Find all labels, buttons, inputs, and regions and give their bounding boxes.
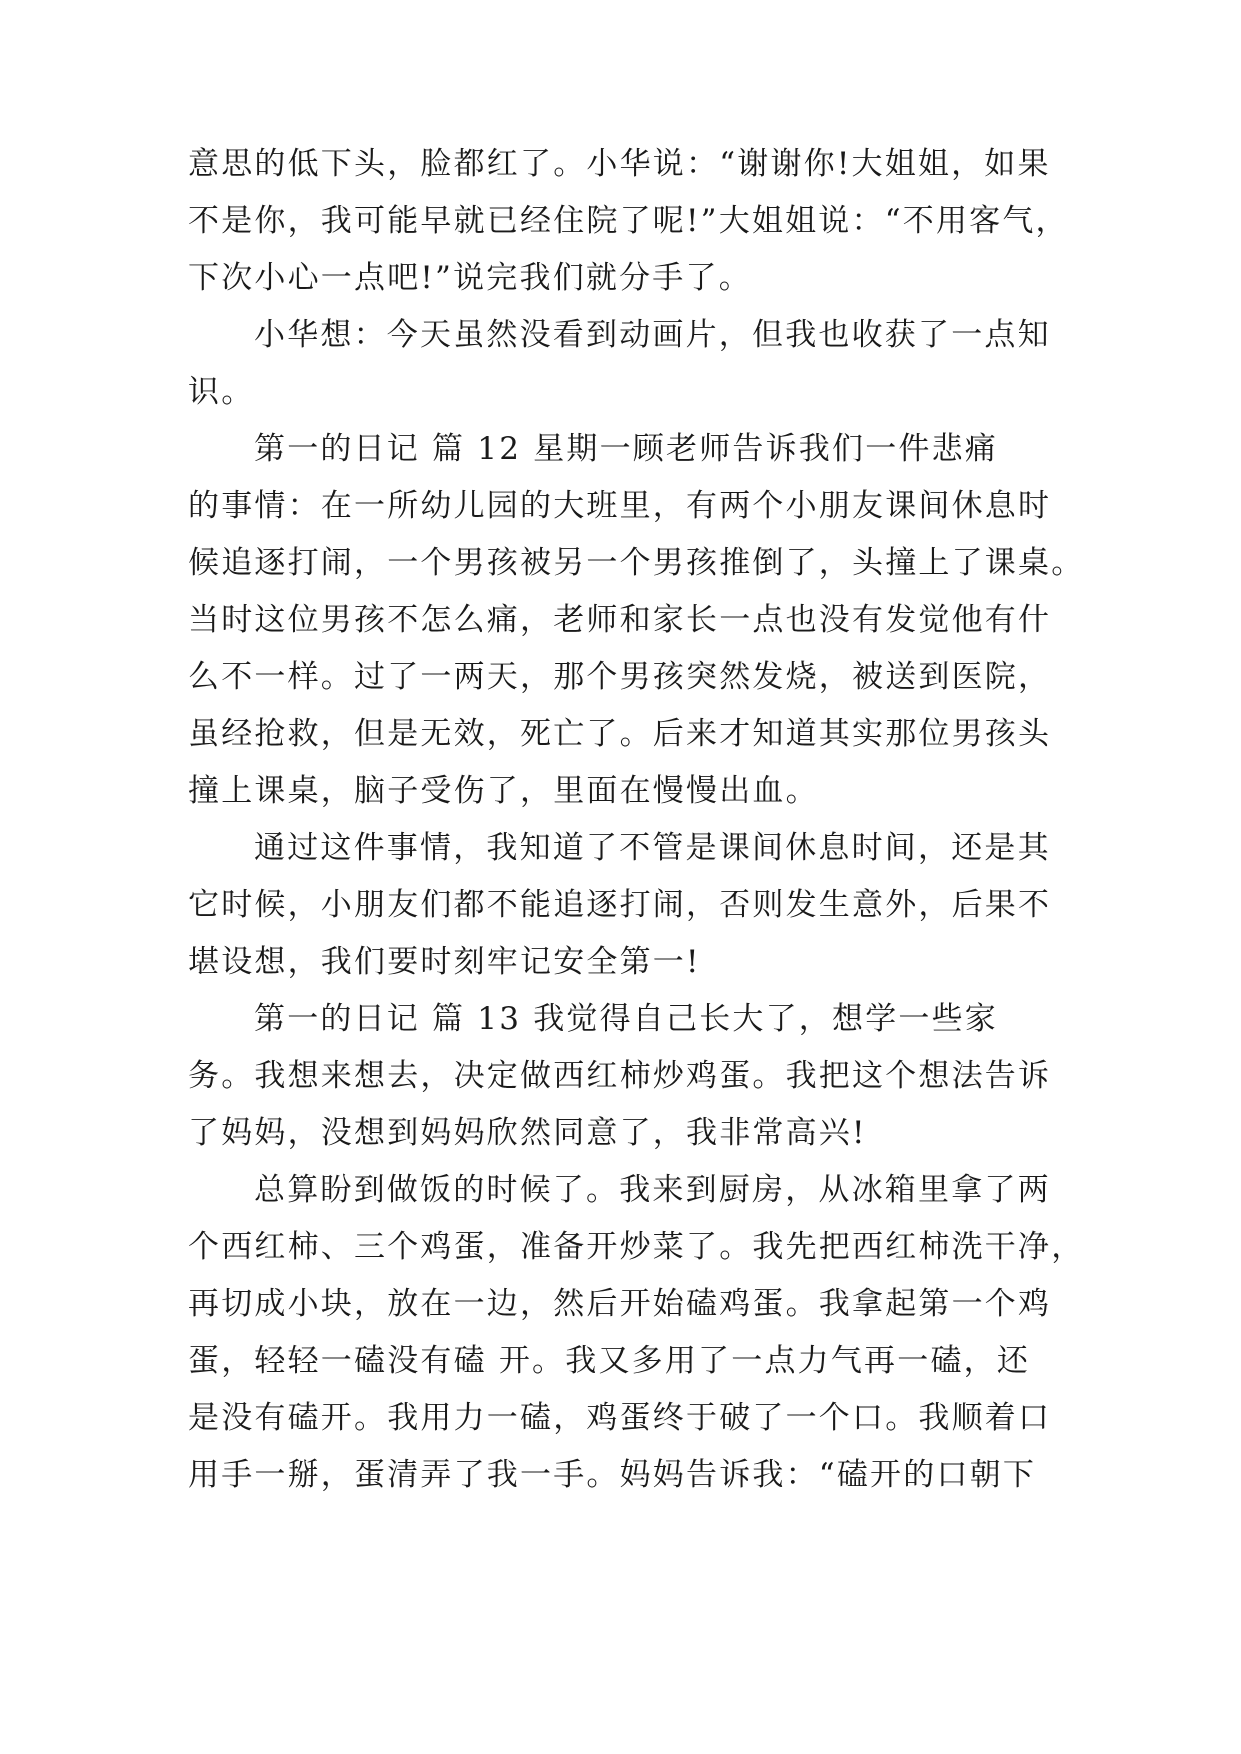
- text-line: 小华想：今天虽然没看到动画片，但我也收获了一点知: [254, 317, 1051, 353]
- text-line: 总算盼到做饭的时候了。我来到厨房，从冰箱里拿了两: [254, 1172, 1051, 1208]
- text-line: 虽经抢救，但是无效，死亡了。后来才知道其实那位男孩头: [188, 716, 1052, 752]
- paragraph: [188, 1162, 1085, 1504]
- text-line: 下次小心一点吧!”说完我们就分手了。: [188, 260, 752, 296]
- text-line: 再切成小块，放在一边，然后开始磕鸡蛋。我拿起第一个鸡: [188, 1286, 1052, 1322]
- paragraph: [188, 820, 1068, 991]
- text-line: 候追逐打闹，一个男孩被另一个男孩推倒了，头撞上了课桌。: [188, 545, 1085, 581]
- text-line: 了妈妈，没想到妈妈欣然同意了，我非常高兴!: [188, 1115, 867, 1151]
- text-line: 撞上课桌，脑子受伤了，里面在慢慢出血。: [188, 773, 819, 809]
- text-line: 识。: [188, 374, 255, 410]
- text-line: 务。我想来想去，决定做西红柿炒鸡蛋。我把这个想法告诉: [188, 1058, 1052, 1094]
- text-line: 通过这件事情，我知道了不管是课间休息时间，还是其: [254, 830, 1051, 866]
- text-line: 堪设想，我们要时刻牢记安全第一!: [188, 944, 701, 980]
- paragraph: [188, 421, 1085, 820]
- text-line: 不是你，我可能早就已经住院了呢!”大姐姐说：“不用客气，: [188, 203, 1069, 239]
- text-line: 么不一样。过了一两天，那个男孩突然发烧，被送到医院，: [188, 659, 1052, 695]
- text-line: 用手一掰，蛋清弄了我一手。妈妈告诉我：“磕开的口朝下: [188, 1457, 1037, 1493]
- paragraph: [188, 136, 1068, 307]
- paragraph: [188, 307, 1068, 421]
- paragraph: [188, 991, 1068, 1162]
- text-line: 第一的日记 篇 12 星期一顾老师告诉我们一件悲痛: [254, 431, 999, 467]
- text-line: 是没有磕开。我用力一磕，鸡蛋终于破了一个口。我顺着口: [188, 1400, 1052, 1436]
- document-body: [188, 136, 1085, 1504]
- text-line: 它时候，小朋友们都不能追逐打闹，否则发生意外，后果不: [188, 887, 1052, 923]
- text-line: 意思的低下头，脸都红了。小华说：“谢谢你!大姐姐，如果: [188, 146, 1051, 182]
- text-line: 蛋，轻轻一磕没有磕 开。我又多用了一点力气再一磕，还: [188, 1343, 1031, 1379]
- text-line: 的事情：在一所幼儿园的大班里，有两个小朋友课间休息时: [188, 488, 1052, 524]
- text-line: 个西红柿、三个鸡蛋，准备开炒菜了。我先把西红柿洗干净，: [188, 1229, 1085, 1265]
- text-line: 第一的日记 篇 13 我觉得自己长大了，想学一些家: [254, 1001, 999, 1037]
- text-line: 当时这位男孩不怎么痛，老师和家长一点也没有发觉他有什: [188, 602, 1052, 638]
